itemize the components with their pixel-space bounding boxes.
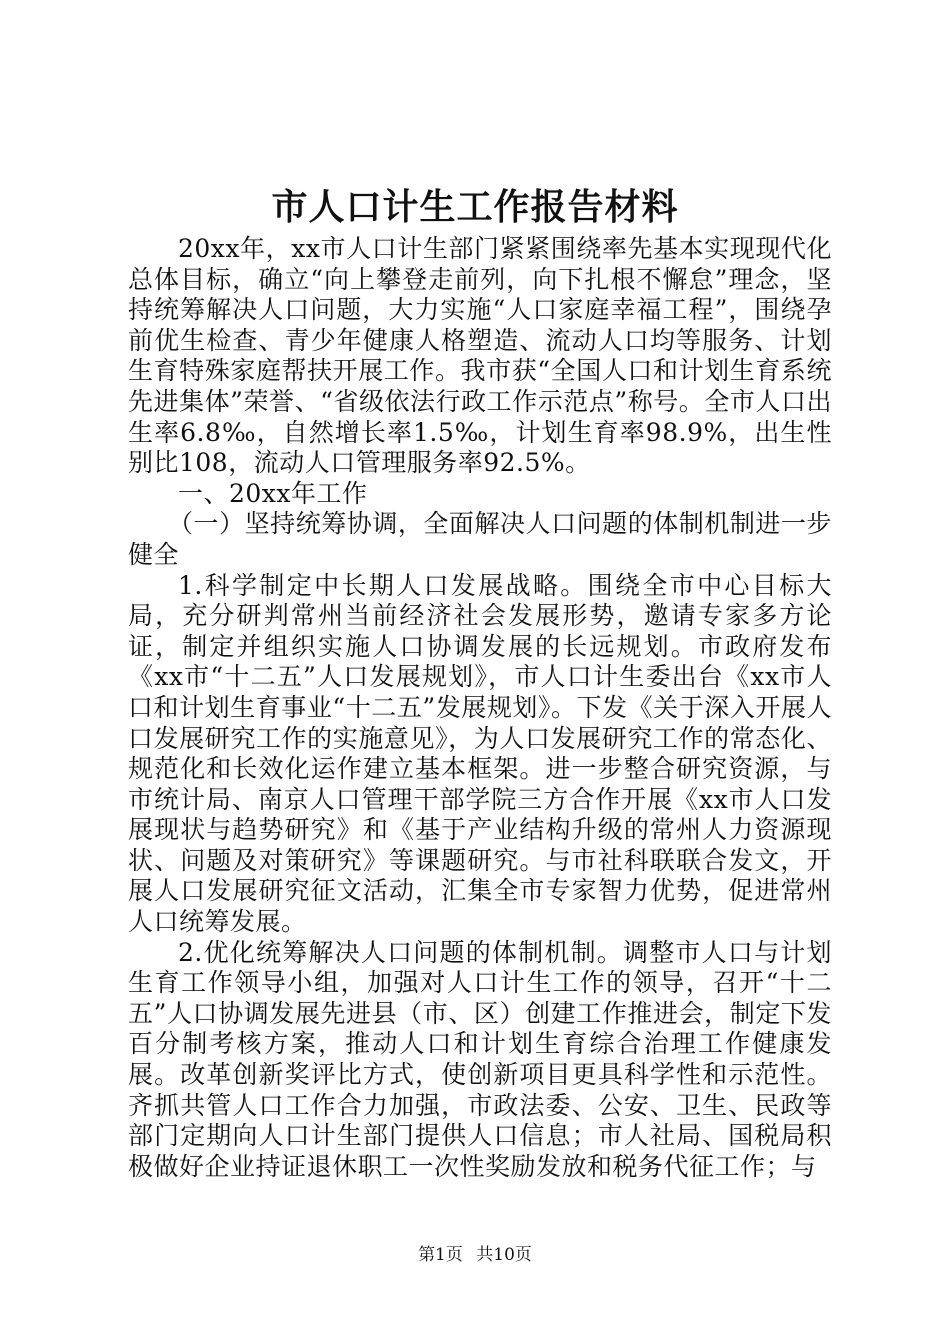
document-body	[128, 234, 832, 1182]
subsection-heading: （一）坚持统筹协调，全面解决人口问题的体制机制进一步健全	[128, 509, 832, 569]
page-total: 共10页	[476, 1245, 532, 1265]
body-paragraph-1: 1.科学制定中长期人口发展战略。围绕全市中心目标大局，充分研判常州当前经济社会发展形势，邀请专家多方论证，制定并组织实施人口协调发展的长远规划。市政府发布《xx市“十二五”人口发展规划》，市人口计生委出台《xx市人口和计划生育事业“十二五”发展规划》。下发《关于深入开展人口发展研究工作的实施意见》，为人口发展研究工作的常态化、规范化和长效化运作建立基本框架。进一步整合研究资源，与市统计局、南京人口管理干部学院三方合作开展《xx市人口发展现状与趋势研究》和《基于产业结构升级的常州人力资源现状、问题及对策研究》等课题研究。与市社科联联合发文，开展人口发展研究征文活动，汇集全市专家智力优势，促进常州人口统筹发展。	[128, 570, 832, 937]
section-heading: 一、20xx年工作	[178, 478, 368, 508]
intro-paragraph: 20xx年，xx市人口计生部门紧紧围绕率先基本实现现代化总体目标，确立“向上攀登走前列，向下扎根不懈怠”理念，坚持统筹解决人口问题，大力实施“人口家庭幸福工程”，围绕孕前优生检查、青少年健康人格塑造、流动人口均等服务、计划生育特殊家庭帮扶开展工作。我市获“全国人口和计划生育系统先进集体”荣誉、“省级依法行政工作示范点”称号。全市人口出生率6.8‰，自然增长率1.5‰，计划生育率98.9%，出生性别比108，流动人口管理服务率92.5%。	[128, 234, 832, 478]
page-number: 第1页	[418, 1245, 463, 1265]
document-title: 市人口计生工作报告材料	[271, 186, 679, 228]
page-footer	[0, 1244, 950, 1266]
body-paragraph-2: 2.优化统筹解决人口问题的体制机制。调整市人口与计划生育工作领导小组，加强对人口计生工作的领导，召开“十二五”人口协调发展先进县（市、区）创建工作推进会，制定下发百分制考核方案，推动人口和计划生育综合治理工作健康发展。改革创新奖评比方式，使创新项目更具科学性和示范性。齐抓共管人口工作合力加强，市政法委、公安、卫生、民政等部门定期向人口计生部门提供人口信息；市人社局、国税局积极做好企业持证退休职工一次性奖励发放和税务代征工作；与	[128, 937, 832, 1181]
